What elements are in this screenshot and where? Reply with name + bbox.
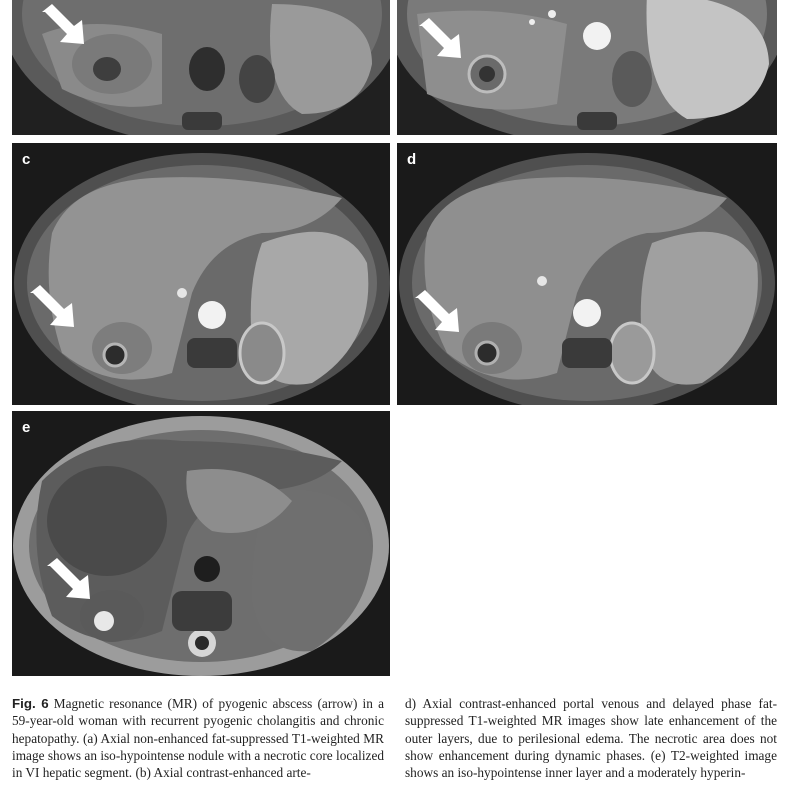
panel-label-c: c bbox=[22, 151, 31, 168]
mri-panel-e bbox=[12, 411, 390, 676]
mri-image-c bbox=[12, 143, 390, 405]
mri-image-e bbox=[12, 411, 390, 676]
caption-text-right: d) Axial contrast-enhanced portal venous and delayed phase fat-suppressed T1-weighted MR images show late enhancement of the outer layers, due to perilesional edema. The necrotic area does not show enhancement during dynamic phases. (e) T2-weighted image shows an iso-hypointense inner layer and a moderately hyperin- bbox=[405, 696, 777, 781]
mri-panel-c bbox=[12, 143, 390, 405]
mri-image-b bbox=[397, 0, 777, 135]
mri-image-d bbox=[397, 143, 777, 405]
mri-panel-b bbox=[397, 0, 777, 135]
panel-label-e: e bbox=[22, 419, 31, 436]
mri-panel-a bbox=[12, 0, 390, 135]
mri-image-a bbox=[12, 0, 390, 135]
figure-caption-left bbox=[12, 695, 384, 800]
figure-caption-right bbox=[405, 695, 777, 800]
mri-panel-d bbox=[397, 143, 777, 405]
caption-text-left: Magnetic resonance (MR) of pyogenic abscess (arrow) in a 59-year-old woman with recurrent pyogenic cholangitis and chronic hepatopathy. (a) Axial non-enhanced fat-suppressed T1-weighted MR image shows an iso-hypointense nodule with a necrotic core localized in VI hepatic segment. (b) Axial contrast-enhanced arte- bbox=[12, 696, 384, 781]
panel-label-d: d bbox=[407, 151, 417, 168]
figure-label: Fig. 6 bbox=[12, 696, 49, 711]
